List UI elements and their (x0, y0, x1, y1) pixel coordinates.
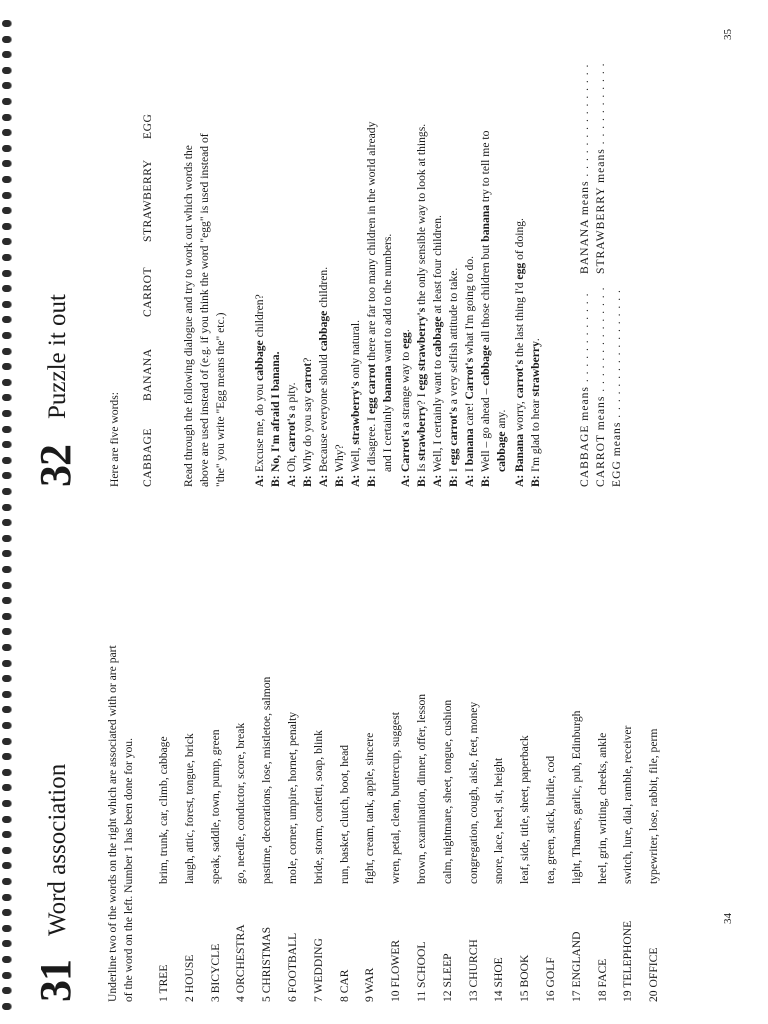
line-text: Why? (333, 444, 346, 472)
exercise-32-number: 32 (31, 445, 80, 487)
candidate-words: typewriter, lose, rabbit, file, perm (647, 728, 661, 884)
dialogue-line (316, 17, 332, 487)
target-word: 7 WEDDING (311, 938, 325, 1002)
answers-right (577, 62, 609, 274)
candidate-words: laugh, attic, forest, tongue, brick (182, 733, 196, 884)
answer-line[interactable]: CABBAGE means . . . . . . . . . . . . (578, 292, 591, 487)
target-word: 14 SHOE (492, 957, 506, 1002)
speaker-label: B: (333, 475, 346, 487)
page-number-right: 35 (722, 29, 734, 40)
dialogue-line (300, 17, 316, 487)
exercise-32-title: Puzzle it out (44, 294, 71, 419)
candidate-words: go, needle, conductor, score, break (234, 722, 248, 884)
target-word: 8 CAR (337, 969, 351, 1002)
candidate-words: brown, examination, dinner, offer, lesson (415, 693, 428, 884)
speaker-label: A: (431, 474, 444, 487)
target-word: 3 BICYCLE (208, 943, 222, 1002)
speaker-label: B: (529, 475, 542, 487)
line-text: I disagree. I egg carrot there are far too many children in the world already (365, 121, 378, 472)
speaker-label: B: (479, 475, 492, 487)
candidate-words: mole, corner, umpire, hornet, penalty (286, 711, 299, 884)
target-word: 19 TELEPHONE (621, 920, 635, 1002)
target-word: 16 GOLF (544, 957, 557, 1002)
instruction-line: above are used instead of (e.g. if you think the word "egg" is used instead of (198, 133, 211, 487)
speaker-label: B: (301, 475, 314, 487)
instruction-line: Read through the following dialogue and try to work out which words the (182, 145, 195, 487)
exercise-31-number: 31 (31, 960, 80, 1002)
speaker-label: A: (285, 474, 298, 487)
line-text: Well – go ahead – cabbage all those children but banana try to tell me to (479, 130, 492, 472)
dialogue-line (380, 17, 396, 487)
dialogue-line (414, 17, 430, 487)
line-text: I'm glad to hear strawberry. (529, 338, 542, 472)
line-text: Because everyone should cabbage children. (317, 266, 330, 472)
candidate-words: run, basket, clutch, boot, head (337, 744, 351, 884)
candidate-words: light, Thames, garlic, pub, Edinburgh (569, 710, 583, 884)
line-text: Well, strawberry's only natural. (349, 319, 362, 472)
speaker-label: A: (253, 474, 266, 487)
line-text: and I certainly banana want to add to the numbers. (381, 233, 394, 472)
dialogue-line (284, 17, 300, 487)
speaker-label: A: (317, 474, 330, 487)
code-word: STRAWBERRY (141, 159, 154, 242)
line-text: Oh, carrot's a pity. (285, 382, 298, 472)
dialogue-line (494, 17, 510, 487)
candidate-words: switch, lure, dial, ramble, receiver (621, 725, 635, 884)
candidate-words: snore, lace, heel, sit, height (492, 757, 506, 884)
code-word: EGG (141, 113, 154, 139)
candidate-words: wren, petal, clean, buttercup, suggest (389, 712, 403, 884)
dialogue-line (332, 17, 348, 487)
line-text: Is strawberry? I egg strawberry's the only sensible way to look at things. (415, 123, 428, 472)
candidate-words: bride, storm, confetti, soap, blink (311, 730, 325, 884)
target-word: 17 ENGLAND (569, 931, 583, 1002)
line-text: I egg carrot's a very selfish attitude to take. (447, 267, 460, 472)
association-list (157, 542, 661, 1002)
dialogue-line (268, 17, 284, 487)
page-number-left: 34 (722, 913, 734, 924)
speaker-label: A: (513, 474, 526, 487)
speaker-label: A: (399, 474, 412, 487)
candidate-words: speak, saddle, town, pump, green (208, 729, 222, 884)
code-word: CABBAGE (141, 428, 154, 487)
target-word: 6 FOOTBALL (286, 932, 299, 1002)
answer-line[interactable]: STRAWBERRY means . . . . . . . . . . . (594, 62, 607, 274)
dialogue-line (398, 17, 414, 487)
answer-line[interactable]: EGG means . . . . . . . . . . . . . . . . . (610, 289, 623, 487)
line-text: No, I'm afraid I banana. (269, 351, 282, 472)
speaker-label: B: (447, 475, 460, 487)
candidate-words: congregation, cough, aisle, feet, money (466, 701, 480, 884)
dialogue-line (446, 17, 462, 487)
instruction-line: of the word on the left. Number 1 has been done for you. (122, 737, 135, 1002)
dialogue-line (252, 17, 268, 487)
candidate-words: pastime, decorations, lose, mistletoe, salmon (260, 676, 274, 884)
dialogue-line (478, 17, 494, 487)
candidate-words: heel, grin, writing, cheeks, ankle (595, 732, 609, 884)
target-word: 4 ORCHESTRA (234, 924, 248, 1002)
answer-line[interactable]: CARROT means . . . . . . . . . . . . . . (594, 286, 607, 487)
candidate-words: tea, green, stick, birdie, cod (544, 755, 557, 884)
candidate-words: fight, cream, tank, apple, sincere (363, 732, 377, 884)
code-word: CARROT (141, 266, 154, 317)
target-word: 20 OFFICE (647, 947, 661, 1002)
target-word: 18 FACE (595, 958, 609, 1002)
line-text: Well, I certainly want to cabbage at least four children. (431, 215, 444, 472)
line-text: Carrot's a strange way to egg. (399, 329, 412, 472)
five-words-row (140, 47, 158, 487)
instruction-line: "the" you write "Egg means the" etc.) (214, 312, 227, 487)
candidate-words: brim, trunk, car, climb, cabbage (157, 736, 170, 884)
exercise-32-instructions (181, 133, 229, 487)
answers-left (577, 287, 625, 488)
dialogue (252, 17, 544, 487)
target-word: 5 CHRISTMAS (260, 926, 274, 1002)
line-text: Excuse me, do you cabbage children? (253, 294, 266, 472)
exercise-31-title: Word association (44, 763, 71, 936)
line-text: Banana worry, carrot's the last thing I'd egg of doing. (513, 218, 526, 472)
dialogue-line (430, 17, 446, 487)
exercise-31-instructions (105, 645, 137, 1002)
exercise-32-intro: Here are five words: (108, 392, 121, 487)
line-text: cabbage any. (495, 409, 508, 472)
code-word: BANANA (141, 348, 154, 401)
candidate-words: calm, nightmare, sheet, tongue, cushion (440, 699, 454, 884)
dialogue-line (528, 17, 544, 487)
target-word: 2 HOUSE (182, 954, 196, 1002)
target-word: 12 SLEEP (440, 953, 454, 1002)
speaker-label: B: (269, 475, 282, 487)
dialogue-line (462, 17, 478, 487)
target-word: 9 WAR (363, 967, 377, 1002)
target-word: 10 FLOWER (389, 939, 403, 1002)
speaker-label: B: (365, 475, 378, 487)
candidate-words: leaf, side, title, sheet, paperback (518, 735, 532, 884)
line-text: I banana care! Carrot's what I'm going to do. (463, 255, 476, 472)
speaker-label: A: (349, 474, 362, 487)
answer-line[interactable]: BANANA means . . . . . . . . . . . . . . . (578, 63, 591, 274)
target-word: 11 SCHOOL (415, 941, 428, 1002)
dialogue-line (364, 17, 380, 487)
instruction-line: Underline two of the words on the right which are associated with or are part (106, 645, 119, 1002)
target-word: 15 BOOK (518, 954, 532, 1002)
speaker-label: B: (415, 475, 428, 487)
target-word: 13 CHURCH (466, 939, 480, 1002)
target-word: 1 TREE (157, 964, 170, 1002)
dialogue-line (512, 17, 528, 487)
speaker-label: A: (463, 474, 476, 487)
line-text: Why do you say carrot? (301, 357, 314, 472)
dialogue-line (348, 17, 364, 487)
